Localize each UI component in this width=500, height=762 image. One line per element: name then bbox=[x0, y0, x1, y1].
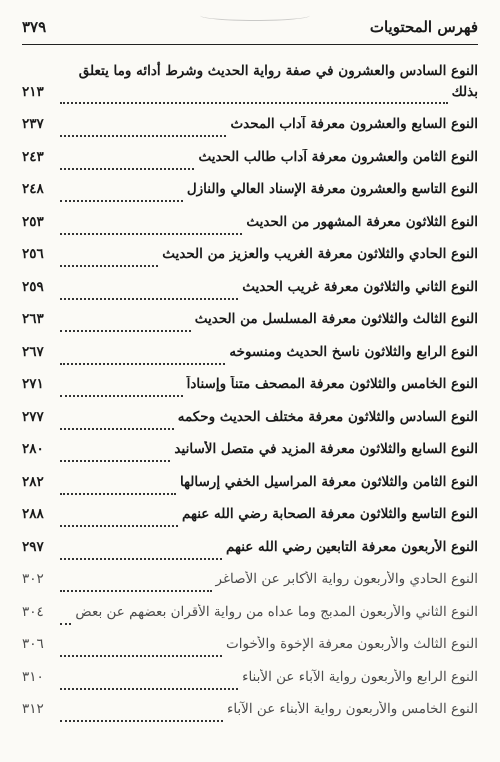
toc-entry-title: النوع الثاني والأربعون المدبج وما عداه من رواية الأقران بعضهم عن بعض bbox=[75, 603, 478, 620]
toc-entry-title-continued: بذلك bbox=[451, 84, 478, 100]
toc-entry[interactable] bbox=[22, 636, 478, 669]
toc-entry-page: ٢٥٦ bbox=[22, 246, 44, 262]
toc-entry[interactable] bbox=[22, 181, 478, 214]
toc-entry-title: النوع السابع والثلاثون معرفة المزيد في متصل الأسانيد bbox=[174, 441, 478, 457]
toc-entry-title: النوع الثالث والثلاثون معرفة المسلسل من الحديث bbox=[194, 311, 478, 327]
toc-entry-title: النوع الثاني والثلاثون معرفة غريب الحديث bbox=[242, 278, 478, 295]
toc-entry-page: ٢١٣ bbox=[22, 84, 44, 100]
leader-dots bbox=[60, 688, 238, 690]
toc-entry-page: ٢٦٧ bbox=[22, 343, 44, 360]
toc-list bbox=[22, 58, 478, 734]
leader-dots bbox=[60, 330, 191, 332]
toc-entry-title: النوع الأربعون معرفة التابعين رضي الله عنهم bbox=[226, 538, 478, 555]
toc-entry[interactable] bbox=[22, 604, 478, 637]
leader-dots bbox=[60, 200, 183, 202]
toc-entry-title: النوع الحادي والأربعون رواية الأكابر عن الأصاغر bbox=[215, 571, 478, 587]
leader-dots bbox=[60, 720, 223, 722]
toc-entry-page: ٣٠٤ bbox=[22, 603, 44, 620]
toc-entry-title: النوع الثلاثون معرفة المشهور من الحديث bbox=[246, 213, 478, 230]
page-header bbox=[22, 12, 478, 42]
toc-entry-page: ٢٣٧ bbox=[22, 116, 44, 132]
toc-entry-page: ٢٤٨ bbox=[22, 181, 44, 197]
toc-entry-page: ٢٦٣ bbox=[22, 311, 44, 327]
leader-dots bbox=[60, 493, 176, 495]
leader-dots bbox=[60, 428, 174, 430]
toc-entry-page: ٢٨٠ bbox=[22, 441, 44, 457]
leader-dots bbox=[60, 590, 212, 592]
toc-entry-page: ٢٧٧ bbox=[22, 408, 44, 425]
toc-entry-page: ٢٤٣ bbox=[22, 148, 44, 165]
toc-entry[interactable] bbox=[22, 701, 478, 734]
toc-entry-page: ٢٨٨ bbox=[22, 506, 44, 522]
toc-entry-page: ٢٥٣ bbox=[22, 213, 44, 230]
page-title: فهرس المحتويات bbox=[369, 18, 478, 36]
toc-entry-title: النوع الرابع والثلاثون ناسخ الحديث ومنسوخه bbox=[229, 343, 478, 360]
toc-entry[interactable] bbox=[22, 441, 478, 474]
toc-entry[interactable] bbox=[22, 506, 478, 539]
toc-entry[interactable] bbox=[22, 279, 478, 312]
page-number: ٣٧٩ bbox=[22, 18, 47, 36]
toc-entry-title: النوع الثامن والعشرون معرفة آداب طالب الحديث bbox=[198, 148, 478, 165]
toc-entry[interactable] bbox=[22, 376, 478, 409]
toc-entry-page: ٢٨٢ bbox=[22, 473, 44, 490]
toc-entry[interactable] bbox=[22, 571, 478, 604]
toc-entry[interactable] bbox=[22, 149, 478, 182]
toc-entry-page: ٣١٢ bbox=[22, 701, 44, 717]
leader-dots bbox=[60, 460, 170, 462]
leader-dots bbox=[60, 233, 242, 235]
toc-entry-title: النوع الحادي والثلاثون معرفة الغريب والعزيز من الحديث bbox=[162, 246, 478, 262]
toc-entry-title: النوع السابع والعشرون معرفة آداب المحدث bbox=[230, 116, 478, 132]
toc-entry[interactable] bbox=[22, 246, 478, 279]
leader-dots bbox=[60, 135, 226, 137]
toc-entry-title: النوع السادس والثلاثون معرفة مختلف الحديث وحكمه bbox=[177, 408, 478, 425]
toc-entry[interactable] bbox=[22, 214, 478, 247]
leader-dots bbox=[60, 558, 222, 560]
leader-dots bbox=[60, 168, 194, 170]
toc-entry-page: ٢٩٧ bbox=[22, 538, 44, 555]
toc-entry[interactable] bbox=[22, 344, 478, 377]
toc-entry-page: ٢٧١ bbox=[22, 376, 44, 392]
leader-dots bbox=[60, 525, 178, 527]
leader-dots bbox=[60, 102, 448, 104]
toc-entry[interactable] bbox=[22, 669, 478, 702]
toc-entry[interactable] bbox=[22, 116, 478, 149]
toc-entry-title: النوع الخامس والثلاثون معرفة المصحف متناً وإسناداً bbox=[186, 376, 478, 392]
toc-entry[interactable] bbox=[22, 539, 478, 572]
leader-dots bbox=[60, 363, 225, 365]
toc-entry-title: النوع الخامس والأربعون رواية الأبناء عن الآباء bbox=[226, 701, 478, 717]
leader-dots bbox=[60, 623, 71, 625]
toc-entry[interactable] bbox=[22, 409, 478, 442]
toc-entry-title: النوع الرابع والأربعون رواية الآباء عن الأبناء bbox=[242, 668, 478, 685]
toc-entry[interactable] bbox=[22, 474, 478, 507]
toc-entry-page: ٢٥٩ bbox=[22, 278, 44, 295]
toc-entry-page: ٣١٠ bbox=[22, 668, 44, 685]
leader-dots bbox=[60, 395, 183, 397]
toc-entry-title: النوع التاسع والعشرون معرفة الإسناد العالي والنازل bbox=[186, 181, 478, 197]
toc-entry-title: النوع الثالث والأربعون معرفة الإخوة والأخوات bbox=[226, 636, 478, 652]
toc-entry[interactable] bbox=[22, 311, 478, 344]
toc-entry-page: ٣٠٢ bbox=[22, 571, 44, 587]
leader-dots bbox=[60, 655, 222, 657]
header-rule bbox=[22, 44, 478, 45]
leader-dots bbox=[60, 265, 158, 267]
toc-entry-title: النوع السادس والعشرون في صفة رواية الحديث وشرط أدائه وما يتعلق bbox=[78, 63, 478, 79]
leader-dots bbox=[60, 298, 238, 300]
toc-entry-title: النوع التاسع والثلاثون معرفة الصحابة رضي الله عنهم bbox=[182, 506, 478, 522]
toc-entry-page: ٣٠٦ bbox=[22, 636, 44, 652]
toc-entry-title: النوع الثامن والثلاثون معرفة المراسيل الخفي إرسالها bbox=[179, 473, 478, 490]
toc-entry[interactable] bbox=[22, 58, 478, 116]
